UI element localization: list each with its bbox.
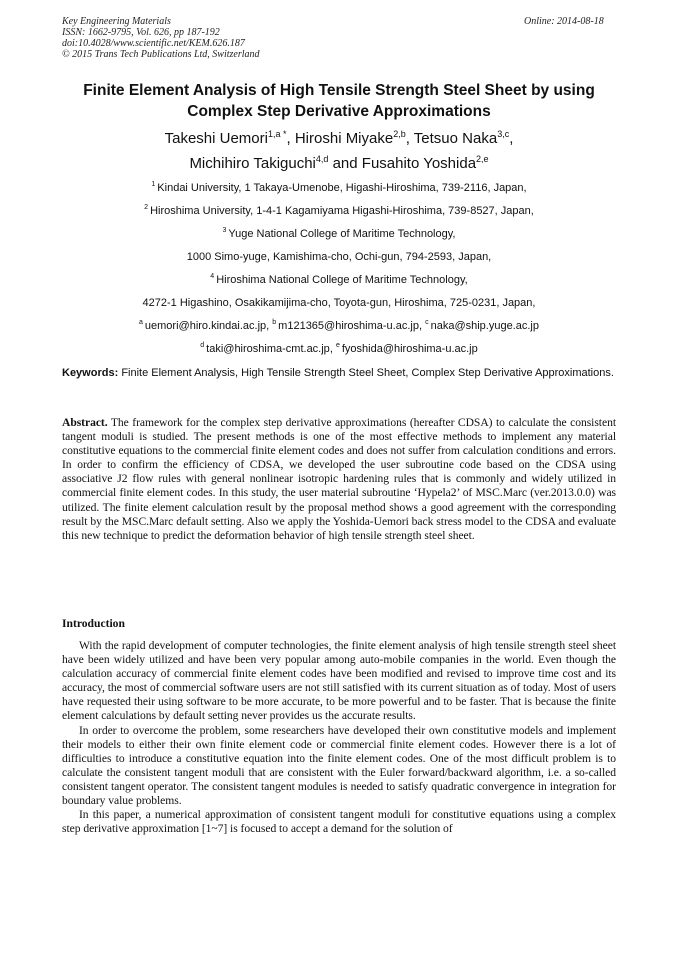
author-affiliation-mark: 1,a * <box>267 129 287 139</box>
affiliation-text: Kindai University, 1 Takaya-Umenobe, Higashi-Hiroshima, 739-2116, Japan, <box>157 182 527 194</box>
author-separator: , <box>286 130 295 147</box>
body-paragraph: In this paper, a numerical approximation of consistent tangent moduli for constitutive equations using a complex step derivative approximation [1~7] is focused to accept a demand for the solution of <box>62 808 616 836</box>
author-separator: , <box>509 130 514 147</box>
copyright-line: © 2015 Trans Tech Publications Ltd, Switzerland <box>62 49 260 60</box>
author-affiliation-mark: 3,c <box>497 129 510 139</box>
affiliation-number: 2 <box>144 204 149 211</box>
affiliation-number: 1 <box>151 181 156 188</box>
affiliation-text: 4272-1 Higashino, Osakikamijima-cho, Toyota-gun, Hiroshima, 725-0231, Japan, <box>142 297 536 309</box>
affiliation-text: 1000 Simo-yuge, Kamishima-cho, Ochi-gun, 794-2593, Japan, <box>186 251 492 263</box>
affiliation-line <box>62 246 616 269</box>
affiliation-text: Yuge National College of Maritime Technology, <box>228 228 456 240</box>
email-line <box>62 338 616 361</box>
keywords-text: Finite Element Analysis, High Tensile Strength Steel Sheet, Complex Step Derivative Approximations. <box>121 367 614 379</box>
email-separator: , <box>418 320 426 332</box>
author-name: Tetsuo Naka <box>413 130 498 147</box>
email-mark: e <box>335 342 340 349</box>
doi-line: doi:10.4028/www.scientific.net/KEM.626.187 <box>62 38 245 49</box>
email-separator: , <box>329 343 336 355</box>
author-line <box>62 151 616 176</box>
paper-title: Finite Element Analysis of High Tensile Strength Steel Sheet by using Complex Step Derivative Approximations <box>83 82 595 120</box>
email-address[interactable]: naka@ship.yuge.ac.jp <box>430 320 539 332</box>
author-line <box>62 126 616 151</box>
email-address[interactable]: m121365@hiroshima-u.ac.jp <box>278 320 419 332</box>
affiliation-line <box>62 292 616 315</box>
author-separator: and <box>328 155 362 172</box>
affiliation-line <box>62 177 616 200</box>
email-address[interactable]: uemori@hiro.kindai.ac.jp <box>144 320 267 332</box>
keywords-label: Keywords: <box>62 367 119 379</box>
issn-line: ISSN: 1662-9795, Vol. 626, pp 187-192 <box>62 27 220 38</box>
author-name: Hiroshi Miyake <box>294 130 394 147</box>
affiliation-line <box>62 223 616 246</box>
author-list <box>62 126 616 176</box>
author-affiliation-mark: 4,d <box>315 154 329 164</box>
email-address[interactable]: taki@hiroshima-cmt.ac.jp <box>206 343 330 355</box>
email-separator: , <box>266 320 273 332</box>
introduction-body <box>62 639 616 836</box>
body-paragraph: With the rapid development of computer technologies, the finite element analysis of high tensile strength steel sheet have been widely utilized and have been very popular among auto-mobile companies in the world. Even though the calculation accuracy of commercial finite element codes have been modified and revised to improve time cost and its accuracy, the most of commercial software users are not still satisfied with its current situation as of today. Most of users have requested their using software to be more accurate, to be more powerful and to be faster. That is because the finite element calculations by default setting never provides us the accurate results. <box>62 639 616 723</box>
affiliation-block <box>62 177 616 361</box>
affiliation-number: 4 <box>210 273 215 280</box>
email-mark: a <box>139 319 143 326</box>
abstract-text: The framework for the complex step derivative approximations (hereafter CDSA) to calculate the consistent tangent moduli is studied. The present methods is one of the most effective methods to implement any material constitutive equations to the commercial finite element codes and does not suffer from calculation conditions and errors. In order to confirm the efficiency of CDSA, we developed the user subroutine code based on the CDSA using associative J2 flow rules with general nonlinear isotropic hardening rules that is commonly and widely utilized in commercial finite element codes. In this study, the user material subroutine ‘Hypela2’ of MSC.Marc (ver.2013.0.0) was utilized. The finite element calculation result by the proposal method shows a good agreement with the corresponding result by the MSC.Marc default setting. Also we apply the Yoshida-Uemori back stress model to the CDSA and evaluate this new technique to predict the deformation behavior of high tensile strength steel sheet. <box>62 416 616 542</box>
author-name: Fusahito Yoshida <box>361 155 477 172</box>
abstract-label: Abstract. <box>62 416 108 429</box>
affiliation-text: Hiroshima National College of Maritime Technology, <box>216 274 468 286</box>
author-affiliation-mark: 2,b <box>393 129 406 139</box>
affiliation-number: 3 <box>222 227 227 234</box>
author-affiliation-mark: 2,e <box>476 154 489 164</box>
body-paragraph: In order to overcome the problem, some researchers have developed their own constitutive models and implement their models to either their own finite element code or commercial finite element codes. However there is a lot of difficulties to introduce a constitutive equation into the finite element codes. One of the most difficult problem is to calculate the consistent tangent moduli that are consistent with the Euler forward/backward algorithm, i.e. a so-called consistent tangent operator. The consistent tangent modules is needed to satisfy quadratic convergence in integration for boundary value problems. <box>62 723 616 808</box>
email-mark: c <box>425 319 429 326</box>
email-mark: d <box>200 342 205 349</box>
email-mark: b <box>272 319 277 326</box>
abstract-section <box>62 416 616 543</box>
email-address[interactable]: fyoshida@hiroshima-u.ac.jp <box>341 343 478 355</box>
affiliation-text: Hiroshima University, 1-4-1 Kagamiyama Higashi-Hiroshima, 739-8527, Japan, <box>150 205 534 217</box>
author-name: Takeshi Uemori <box>164 130 268 147</box>
email-line <box>62 315 616 338</box>
journal-header <box>62 16 260 60</box>
keywords-section <box>62 366 616 381</box>
affiliation-line <box>62 200 616 223</box>
introduction-heading: Introduction <box>62 617 125 630</box>
online-date: Online: 2014-08-18 <box>524 16 604 27</box>
affiliation-line <box>62 269 616 292</box>
author-name: Michihiro Takiguchi <box>189 155 316 172</box>
author-separator: , <box>405 130 414 147</box>
journal-name: Key Engineering Materials <box>62 16 171 27</box>
